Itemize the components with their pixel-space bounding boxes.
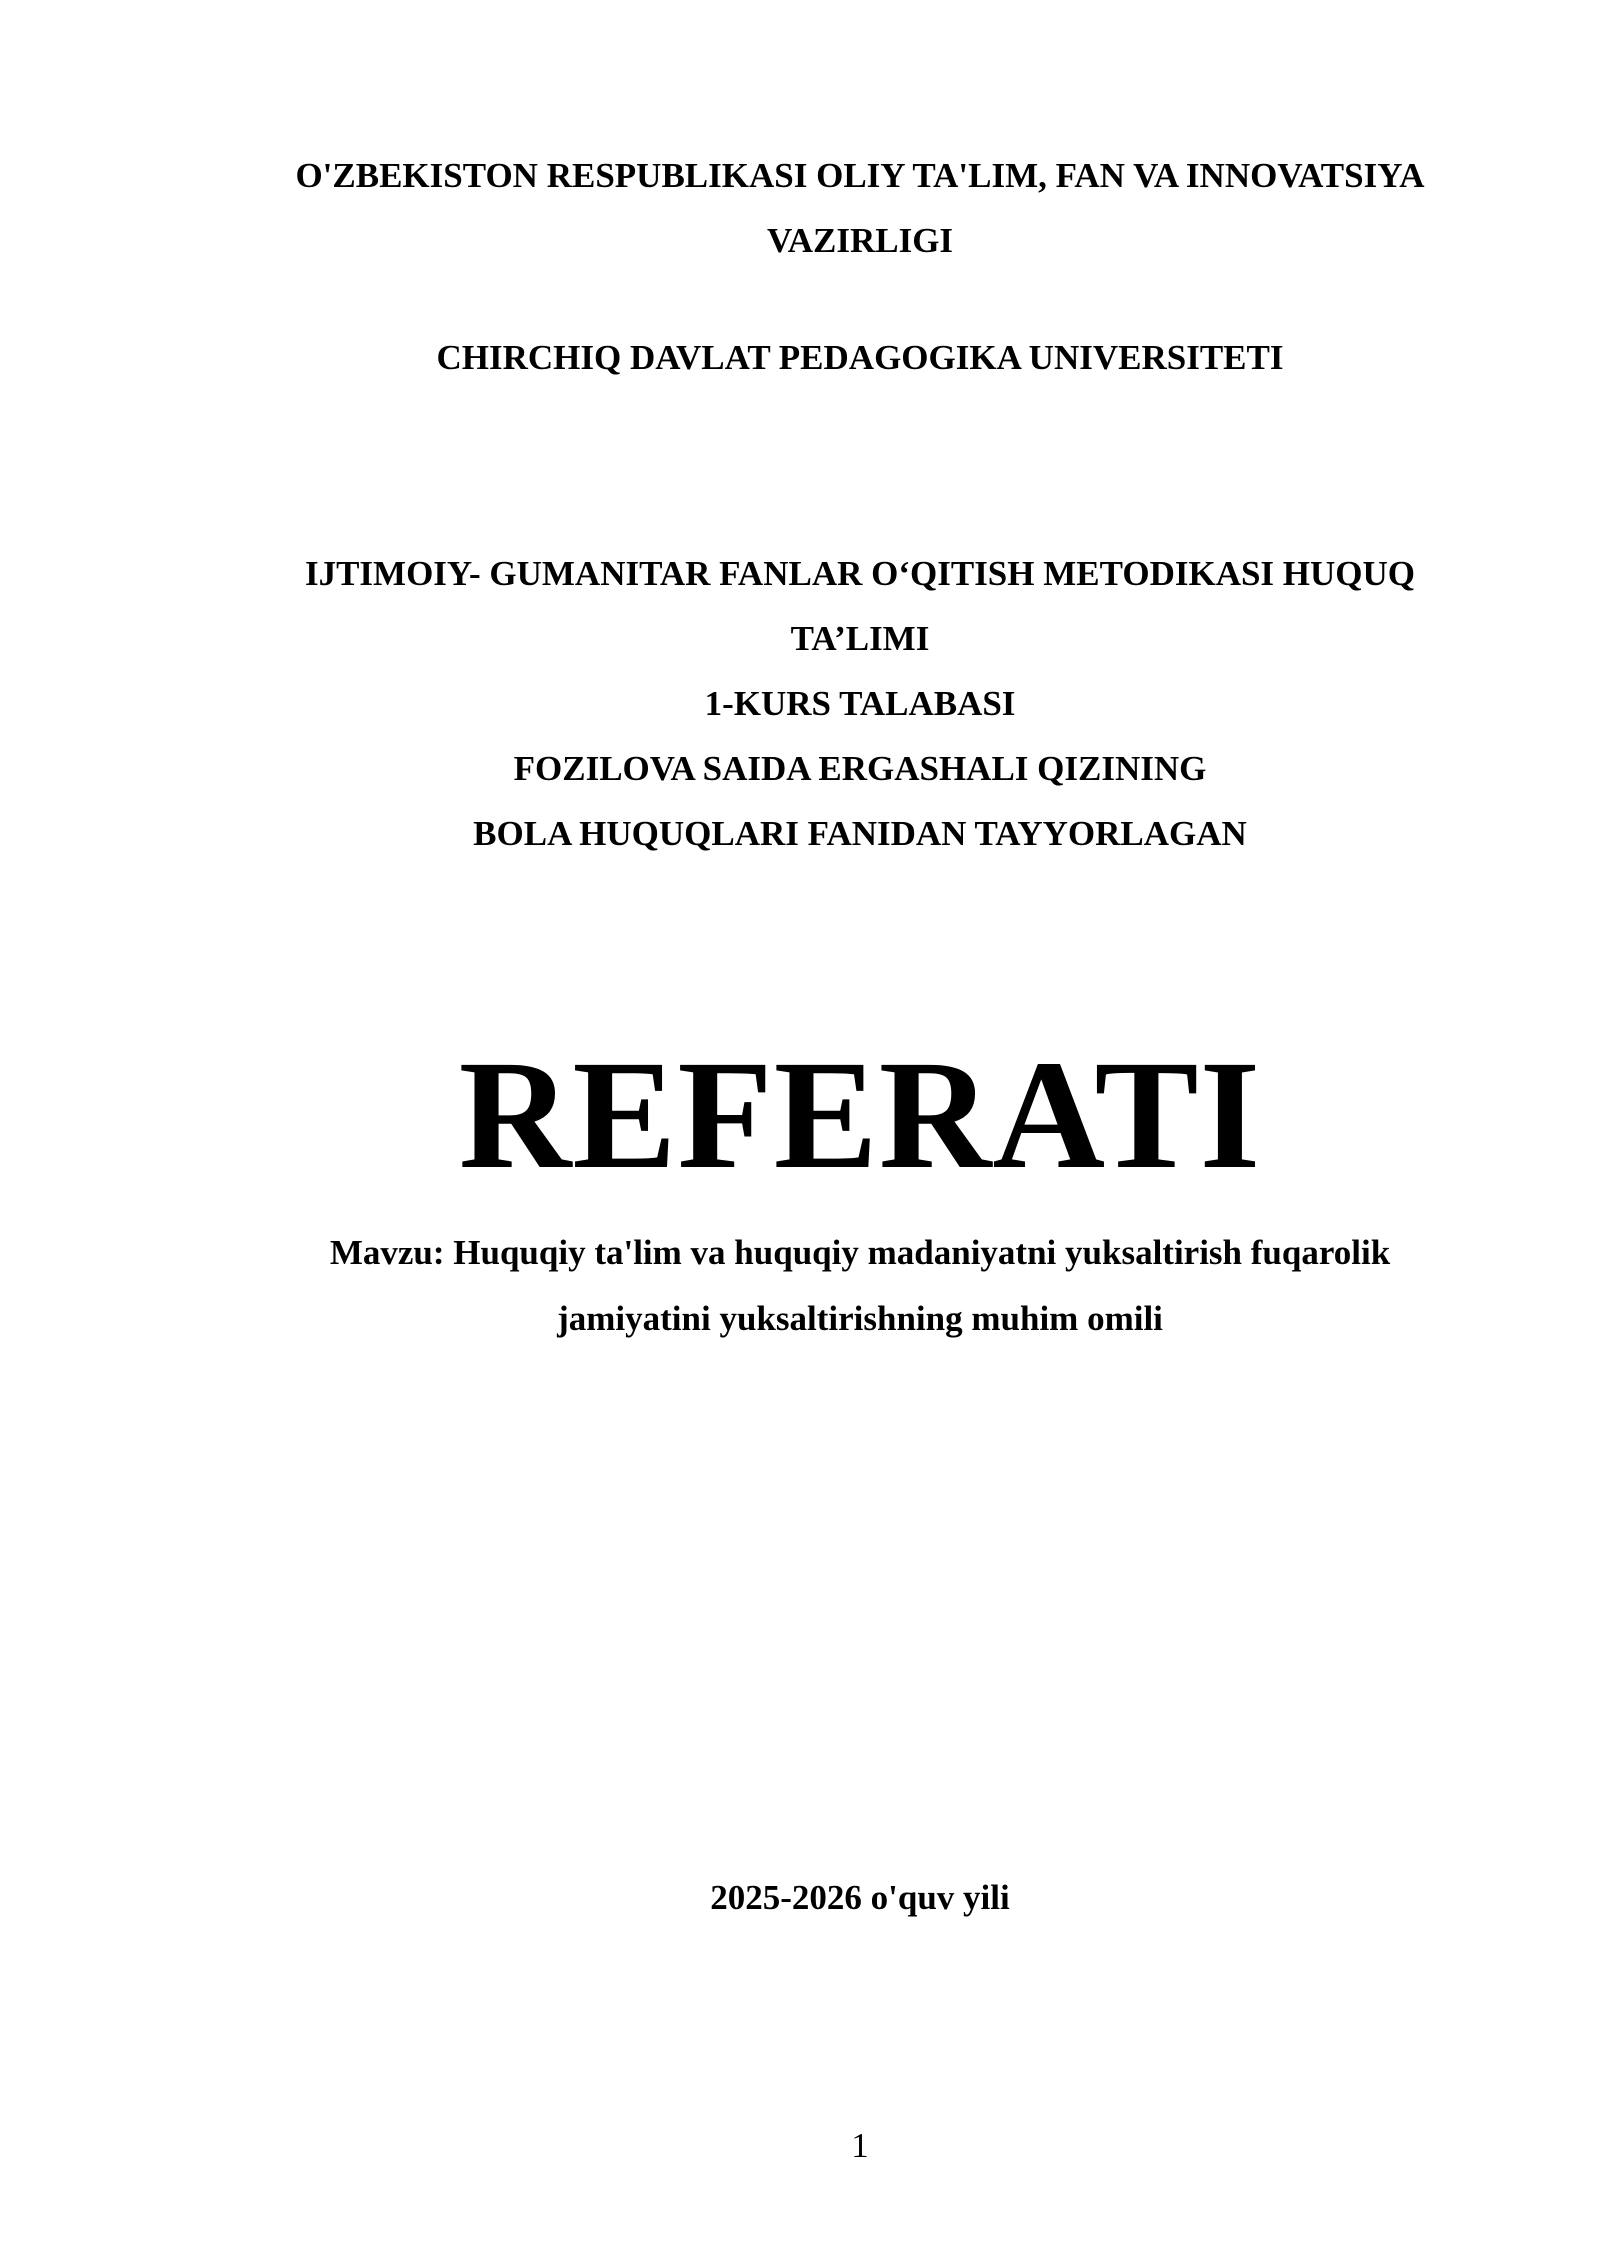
topic-line-1: Mavzu: Huquqiy ta'lim va huquqiy madaniyatni yuksaltirish fuqarolik <box>329 1233 1391 1272</box>
document-title: REFERATI <box>458 1028 1262 1201</box>
academic-year: 2025-2026 o'quv yili <box>710 1878 1010 1917</box>
page-number: 1 <box>851 2126 869 2165</box>
university-name: CHIRCHIQ DAVLAT PEDAGOGIKA UNIVERSITETI <box>436 338 1284 377</box>
ministry-line-2: VAZIRLIGI <box>766 221 954 260</box>
faculty-line-1: IJTIMOIY- GUMANITAR FANLAR O‘QITISH METODIKASI HUQUQ <box>304 554 1416 593</box>
ministry-line-1: O'ZBEKISTON RESPUBLIKASI OLIY TA'LIM, FAN VA INNOVATSIYA <box>295 156 1425 195</box>
course-line: 1-KURS TALABASI <box>704 684 1016 723</box>
student-name: FOZILOVA SAIDA ERGASHALI QIZINING <box>513 749 1207 788</box>
topic-line-2: jamiyatini yuksaltirishning muhim omili <box>557 1299 1163 1338</box>
subject-line: BOLA HUQUQLARI FANIDAN TAYYORLAGAN <box>473 814 1247 853</box>
faculty-line-2: TA’LIMI <box>790 619 930 658</box>
